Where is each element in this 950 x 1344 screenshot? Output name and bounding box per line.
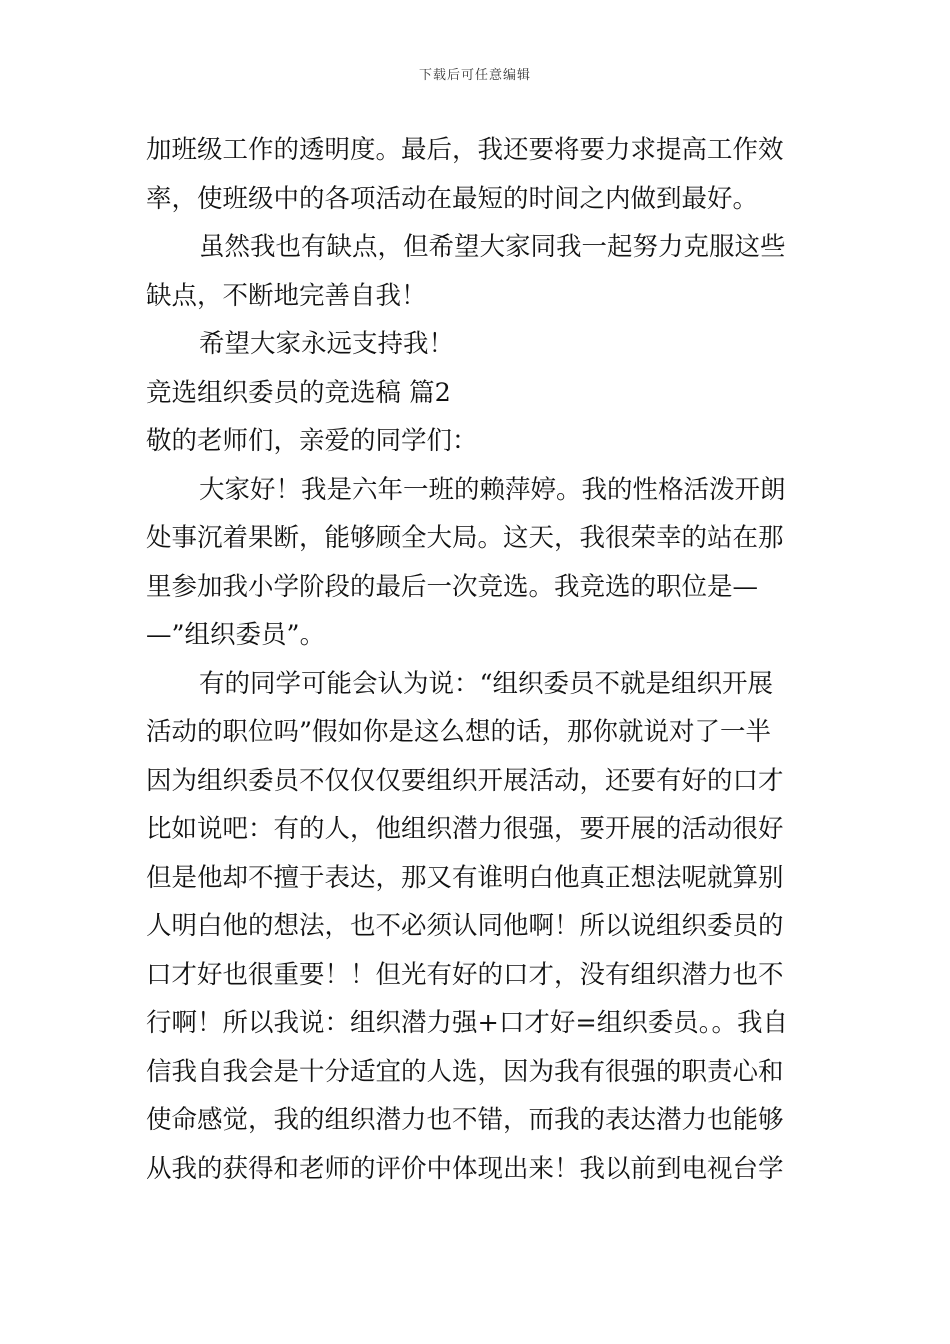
section-heading: 竞选组织委员的竞选稿 篇2: [146, 377, 451, 408]
text-line: 比如说吧：有的人，他组织潜力很强，要开展的活动很好: [146, 814, 784, 844]
text-line: 因为组织委员不仅仅仅要组织开展活动，还要有好的口才: [146, 765, 784, 796]
text-line: 行啊！所以我说：组织潜力强+口才好=组织委员。。我自: [146, 1008, 788, 1038]
salutation-line: 敬的老师们，亲爱的同学们：: [146, 426, 478, 456]
page-header-note: 下载后可任意编辑: [418, 68, 531, 83]
text-line: 处事沉着果断，能够顾全大局。这天，我很荣幸的站在那: [146, 523, 784, 553]
text-line: 大家好！我是六年一班的赖萍婷。我的性格活泼开朗: [199, 474, 786, 505]
text-line: 有的同学可能会认为说：“组织委员不就是组织开展: [199, 668, 774, 699]
text-line: 率，使班级中的各项活动在最短的时间之内做到最好。: [146, 183, 759, 214]
text-line: 口才好也很重要！！但光有好的口才，没有组织潜力也不: [146, 959, 784, 990]
text-line: 从我的获得和老师的评价中体现出来！我以前到电视台学: [146, 1153, 784, 1184]
text-line: 活动的职位吗”假如你是这么想的话，那你就说对了一半: [146, 717, 772, 747]
text-line: 虽然我也有缺点，但希望大家同我一起努力克服这些: [199, 232, 786, 262]
text-line: 里参加我小学阶段的最后一次竞选。我竞选的职位是—: [146, 571, 759, 602]
text-line: 信我自我会是十分适宜的人选，因为我有很强的职责心和: [146, 1056, 784, 1087]
text-line: 加班级工作的透明度。最后，我还要将要力求提高工作效: [146, 135, 784, 165]
text-line: 希望大家永远支持我！: [199, 329, 455, 359]
text-line: 人明白他的想法，也不必须认同他啊！所以说组织委员的: [146, 911, 784, 941]
text-line: 缺点，不断地完善自我！: [146, 280, 427, 311]
text-line: 但是他却不擅于表达，那又有谁明白他真正想法呢就算别: [146, 862, 784, 893]
text-line: 使命感觉，我的组织潜力也不错，而我的表达潜力也能够: [146, 1105, 784, 1135]
document-body: [146, 126, 810, 1193]
text-line: —”组织委员”。: [146, 620, 326, 650]
